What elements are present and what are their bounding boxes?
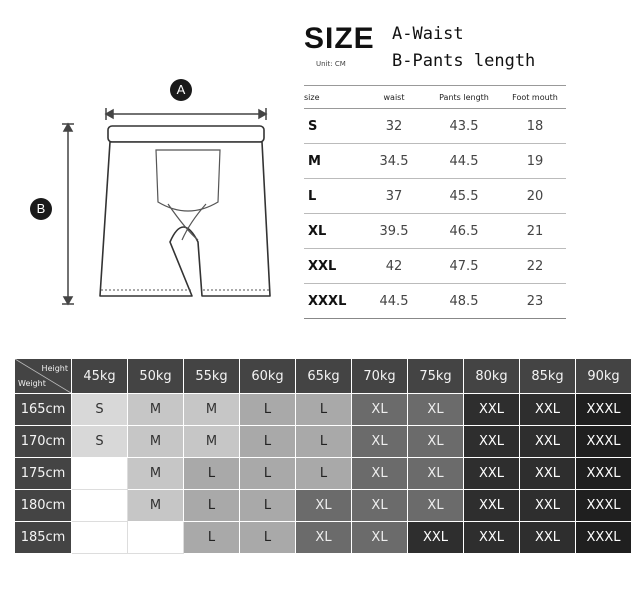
size-recommendation-cell: XL [352,522,408,554]
weight-header: 80kg [464,359,520,394]
pants-length-cell: 45.5 [424,179,504,214]
waist-cell: 39.5 [364,214,424,249]
size-recommendation-cell: XL [296,490,352,522]
size-recommendation-cell: XXL [464,394,520,426]
size-row [304,144,566,179]
size-recommendation-cell: XL [408,426,464,458]
weight-header: 55kg [184,359,240,394]
size-recommendation-cell: L [184,490,240,522]
waist-arrow [106,108,266,120]
height-label: 180cm [15,490,72,522]
height-label: 175cm [15,458,72,490]
size-cell: XL [304,214,364,249]
foot-mouth-cell: 20 [504,179,566,214]
waist-cell: 37 [364,179,424,214]
size-row [304,284,566,319]
size-recommendation-cell: XXXL [576,458,632,490]
badge-b: B [30,198,52,220]
size-recommendation-cell: XL [408,394,464,426]
size-recommendation-cell: L [184,522,240,554]
size-chart-header [304,86,566,109]
size-recommendation-cell: XXL [520,522,576,554]
weight-header: 85kg [520,359,576,394]
size-cell: S [304,109,364,144]
height-row [15,426,632,458]
size-row [304,214,566,249]
size-recommendation-cell: L [296,394,352,426]
unit-label: Unit: CM [316,60,346,68]
size-recommendation-cell: M [184,426,240,458]
col-waist: waist [364,86,424,109]
pants-length-cell: 46.5 [424,214,504,249]
weight-header: 60kg [240,359,296,394]
size-recommendation-cell: XXL [520,490,576,522]
size-recommendation-cell: L [240,394,296,426]
size-recommendation-cell: XXXL [576,490,632,522]
size-cell: XXXL [304,284,364,319]
height-row [15,394,632,426]
size-recommendation-cell [72,458,128,490]
size-recommendation-cell: XXL [464,522,520,554]
height-row [15,490,632,522]
size-recommendation-cell: M [128,394,184,426]
size-cell: M [304,144,364,179]
height-label: 185cm [15,522,72,554]
size-recommendation-cell: XXL [520,458,576,490]
size-recommendation-cell: XL [352,490,408,522]
length-arrow [62,124,74,304]
height-weight-grid [14,358,632,554]
col-pants-length: Pants length [424,86,504,109]
foot-mouth-cell: 18 [504,109,566,144]
weight-header: 70kg [352,359,408,394]
weight-header: 65kg [296,359,352,394]
size-recommendation-cell: XL [408,458,464,490]
size-row [304,109,566,144]
shorts-drawing [20,72,300,322]
shorts-illustration [20,72,300,322]
size-recommendation-cell: M [128,426,184,458]
size-chart-table [304,85,566,319]
weight-header: 75kg [408,359,464,394]
col-foot-mouth: Foot mouth [504,86,566,109]
size-recommendation-cell: L [240,490,296,522]
size-recommendation-cell: L [184,458,240,490]
size-recommendation-cell: XL [352,458,408,490]
pants-length-cell: 48.5 [424,284,504,319]
height-row [15,522,632,554]
legend-pants-length: B-Pants length [392,51,536,71]
grid-corner [15,359,72,394]
weight-header: 45kg [72,359,128,394]
legend-waist: A-Waist [392,24,464,44]
height-rows [15,394,632,554]
size-recommendation-cell: M [128,458,184,490]
pants-length-cell: 43.5 [424,109,504,144]
weight-header: 50kg [128,359,184,394]
size-row [304,179,566,214]
size-recommendation-cell: XXL [464,426,520,458]
foot-mouth-cell: 19 [504,144,566,179]
size-recommendation-cell: XXXL [576,426,632,458]
size-recommendation-cell: L [296,458,352,490]
size-chart-body [304,109,566,319]
size-recommendation-cell: M [184,394,240,426]
size-recommendation-cell: XL [352,394,408,426]
col-size: size [304,86,364,109]
size-recommendation-cell: XXXL [576,394,632,426]
size-recommendation-cell: L [240,458,296,490]
foot-mouth-cell: 21 [504,214,566,249]
size-recommendation-cell [72,490,128,522]
waist-cell: 34.5 [364,144,424,179]
size-recommendation-cell: S [72,394,128,426]
pants-length-cell: 44.5 [424,144,504,179]
size-recommendation-cell: XXL [464,458,520,490]
size-recommendation-cell: XL [296,522,352,554]
size-recommendation-cell: XL [352,426,408,458]
waist-cell: 44.5 [364,284,424,319]
size-recommendation-cell: XXL [408,522,464,554]
size-recommendation-cell [128,522,184,554]
size-recommendation-cell: XL [408,490,464,522]
waist-cell: 42 [364,249,424,284]
size-recommendation-cell: L [296,426,352,458]
size-recommendation-cell: XXXL [576,522,632,554]
height-label: 165cm [15,394,72,426]
corner-weight-label: Weight [18,379,46,388]
size-recommendation-cell: L [240,522,296,554]
size-cell: L [304,179,364,214]
badge-a: A [170,79,192,101]
height-row [15,458,632,490]
size-row [304,249,566,284]
size-recommendation-cell [72,522,128,554]
waist-cell: 32 [364,109,424,144]
weight-header: 90kg [576,359,632,394]
size-recommendation-cell: M [128,490,184,522]
size-title: SIZE [304,22,375,55]
foot-mouth-cell: 23 [504,284,566,319]
pants-length-cell: 47.5 [424,249,504,284]
size-recommendation-cell: XXL [464,490,520,522]
size-cell: XXL [304,249,364,284]
height-label: 170cm [15,426,72,458]
size-recommendation-cell: XXL [520,394,576,426]
weight-header-row [15,359,632,394]
corner-height-label: Height [41,364,68,373]
foot-mouth-cell: 22 [504,249,566,284]
size-recommendation-cell: S [72,426,128,458]
size-recommendation-cell: XXL [520,426,576,458]
size-recommendation-cell: L [240,426,296,458]
